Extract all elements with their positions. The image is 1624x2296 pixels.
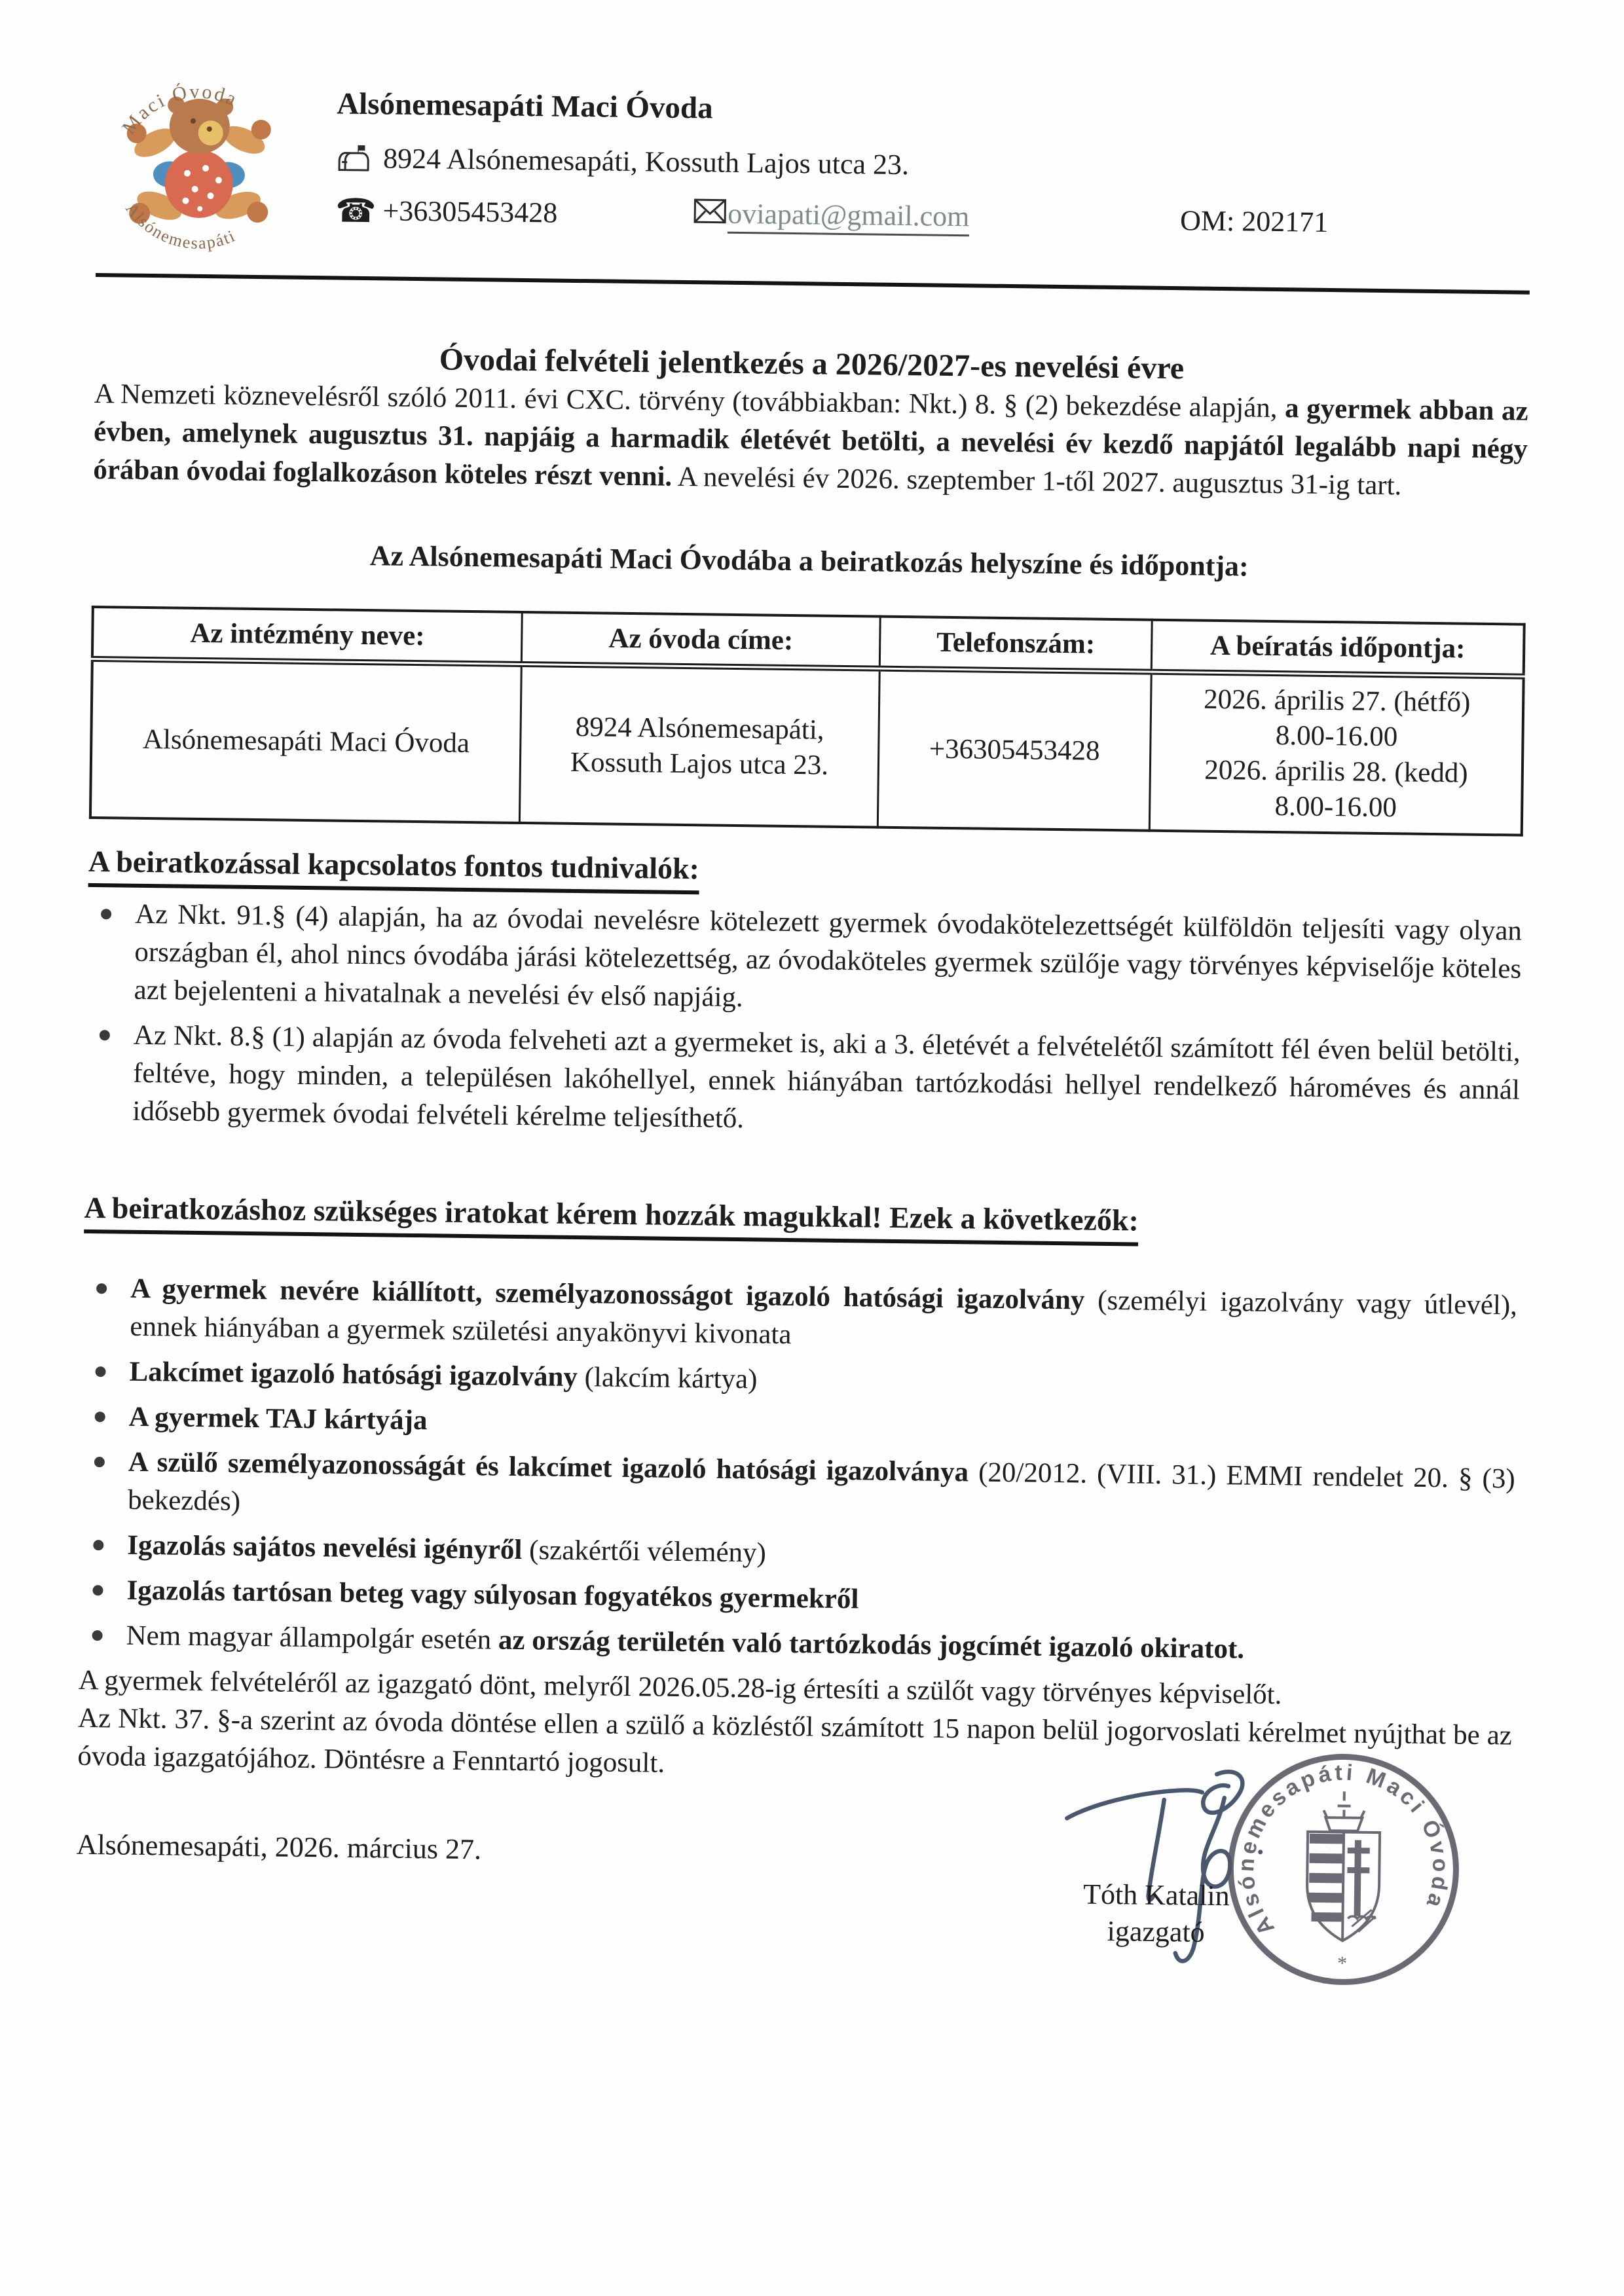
documents-bullet-list (79, 1269, 1517, 1672)
document-title: Óvodai felvételi jelentkezés a 2026/2027-es nevelési évre (439, 342, 1185, 386)
list-item: Igazolás tartósan beteg vagy súlyosan fogyatékos gyermekről (79, 1571, 1514, 1627)
phone-number: +36305453428 (382, 194, 558, 229)
email-link[interactable]: oviapati@gmail.com (728, 196, 970, 236)
intro-paragraph: A Nemzeti köznevelésről szóló 2011. évi CXC. törvény (továbbiakban: Nkt.) 8. § (2) bekezdése alapján, a gyermek abban az évben, amelynek augusztus 31. napjáig a harmadik életévét betölti, a nevelési év kezdő napjától legalább napi négy órában óvodai foglalkozáson köteles részt venni. A nevelési év 2026. szeptember 1-től 2027. augusztus 31-ig tart. (93, 378, 1528, 501)
logo-top-arc-text: Maci Óvoda (118, 81, 242, 139)
address-row (336, 141, 1531, 189)
cell-address: 8924 Alsónemesapáti, Kossuth Lajos utca 23. (520, 664, 879, 827)
list-item: A gyermek TAJ kártyája (81, 1398, 1516, 1453)
list-item: A gyermek nevére kiállított, személyazonosságot igazoló hatósági igazolvány (személyi igazolvány vagy útlevél), ennek hiányában a gyermek születési anyakönyvi kivonata (83, 1269, 1517, 1363)
list-item: A szülő személyazonosságát és lakcímet igazoló hatósági igazolványa (20/2012. (VIII. 31.) EMMI rendelet 20. § (3) bekezdés) (81, 1443, 1515, 1537)
logo-bottom-arc-text: Alsónemesapáti (122, 199, 239, 253)
col-header-institution: Az intézmény neve: (92, 607, 523, 665)
signer-name: Tóth Katalin (1082, 1878, 1230, 1912)
contact-row (335, 191, 1531, 243)
list-item: Az Nkt. 8.§ (1) alapján az óvoda felveheti azt a gyermeket is, aki a 3. életévét a felvételétől számított fél éven belül betölti, feltéve, hogy minden, a településen lakóhellyel, ennek hiányában tartózkodási hellyel rendelkező hároméves és annál idősebb gyermek óvodai felvételi kérelme teljesíthető. (85, 1016, 1521, 1148)
list-item: Igazolás sajátos nevelési igényről (szakértői vélemény) (80, 1526, 1515, 1582)
cell-institution: Alsónemesapáti Maci Óvoda (90, 659, 522, 822)
date-line: Alsónemesapáti, 2026. március 27. (76, 1828, 482, 1866)
info-bullet-list (85, 895, 1522, 1148)
list-item: Nem magyar állampolgár esetén az ország területén való tartózkodás jogcímét igazoló okiratot. (79, 1616, 1513, 1672)
envelope-icon (692, 196, 728, 234)
address-text: 8924 Alsónemesapáti, Kossuth Lajos utca 23. (382, 142, 910, 181)
list-item: Az Nkt. 91.§ (4) alapján, ha az óvodai nevelésre kötelezett gyermek óvodakötelezettségét külföldön teljesíti vagy olyan országban él, ahol nincs óvodába járási kötelezettség, az óvodaköteles gyermek szülője vagy törvényes képviselője köteles azt bejelenteni a hivatalnak a nevelési év első napjáig. (86, 895, 1522, 1027)
section-heading-documents: A beiratkozáshoz szükséges iratokat kérem hozzák magukkal! Ezek a következők: (84, 1190, 1519, 1251)
letterhead (96, 62, 1532, 283)
email-block (692, 196, 1181, 239)
col-header-address: Az óvoda címe: (522, 612, 880, 668)
stamp-asterisk: * (1337, 1952, 1348, 1975)
col-header-phone: Telefonszám: (879, 617, 1152, 672)
kindergarten-bear-logo (96, 62, 301, 268)
decision-paragraph: A gyermek felvételéről az igazgató dönt, melyről 2026.05.28-ig értesíti a szülőt vagy törvényes képviselőt. (78, 1664, 1282, 1711)
signature-area (73, 1760, 1511, 2140)
org-info (335, 65, 1532, 282)
org-name: Alsónemesapáti Maci Óvoda (336, 86, 713, 126)
section-heading-info: A beiratkozással kapcsolatos fontos tudnivalók: (88, 844, 1523, 905)
om-number: OM: 202171 (1179, 204, 1329, 238)
stamp-arc-text: Alsónemesapáti Maci Óvoda (1233, 1760, 1453, 1940)
phone-block (335, 193, 693, 231)
enrollment-table (89, 606, 1526, 837)
table-caption: Az Alsónemesapáti Maci Óvodába a beiratkozás helyszíne és időpontja: (369, 539, 1249, 583)
table-row (90, 659, 1524, 835)
col-header-dates: A beíratás időpontja: (1151, 620, 1524, 676)
cell-dates: 2026. április 27. (hétfő) 8.00-16.00 2026. április 28. (kedd) 8.00-16.00 (1149, 672, 1523, 835)
coat-of-arms (1306, 1791, 1380, 1941)
appeal-paragraph: Az Nkt. 37. §-a szerint az óvoda döntése ellen a szülő a közléstől számított 15 napon belül jogorvoslati kérelmet nyújthat be az óvoda igazgatójához. Döntésre a Fenntartó jogosult. (77, 1702, 1513, 1779)
mailbox-icon (336, 142, 373, 174)
signer-title: igazgató (1107, 1915, 1206, 1948)
list-item: Lakcímet igazoló hatósági igazolvány (lakcím kártya) (82, 1353, 1517, 1408)
official-round-stamp (1188, 1714, 1500, 2026)
cell-phone: +36305453428 (877, 668, 1151, 831)
phone-icon: ☎ (335, 191, 377, 230)
